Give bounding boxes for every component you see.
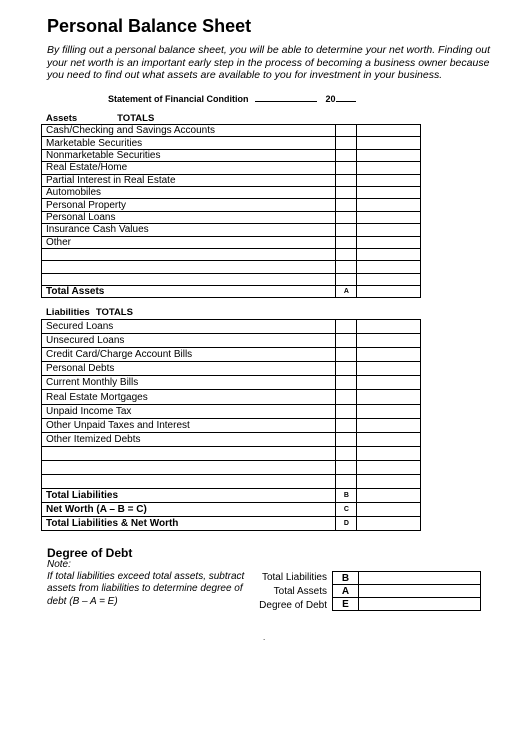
asset-code-cell	[336, 211, 357, 223]
asset-value-input[interactable]	[357, 186, 421, 198]
liabilities-heading	[46, 307, 133, 318]
liability-code-cell	[336, 432, 357, 446]
liability-total-input[interactable]	[357, 517, 421, 531]
liability-label: Unpaid Income Tax	[42, 404, 336, 418]
degree-heading: Degree of Debt	[47, 546, 133, 560]
intro-text: By filling out a personal balance sheet, you will be able to determine your net worth. Finding out your net worth is an important early step in the process of becoming a business owner because you need to find out what assets are available to you for investment in your business.	[47, 44, 491, 81]
asset-value-input[interactable]	[357, 211, 421, 223]
liability-value-input[interactable]	[357, 446, 421, 460]
asset-code-cell	[336, 261, 357, 273]
liability-code-cell	[336, 418, 357, 432]
liability-code-cell	[336, 376, 357, 390]
asset-label: Cash/Checking and Savings Accounts	[42, 125, 336, 137]
assets-totals-label: TOTALS	[117, 113, 155, 124]
table-row	[42, 224, 421, 236]
asset-value-input[interactable]	[357, 125, 421, 137]
liability-label	[42, 460, 336, 474]
note-label: Note:	[47, 559, 71, 570]
table-row	[42, 273, 421, 285]
asset-code-cell	[336, 236, 357, 248]
liability-label: Current Monthly Bills	[42, 376, 336, 390]
liability-value-input[interactable]	[357, 432, 421, 446]
total-assets-label: Total Assets	[42, 286, 336, 298]
degree-value-input[interactable]	[359, 598, 481, 611]
liability-value-input[interactable]	[357, 320, 421, 334]
degree-note	[47, 559, 247, 608]
degree-row-label: Total Assets	[273, 586, 327, 597]
asset-code-cell	[336, 273, 357, 285]
liability-label: Real Estate Mortgages	[42, 390, 336, 404]
degree-labels	[243, 571, 327, 613]
table-row	[42, 236, 421, 248]
liability-label: Other Unpaid Taxes and Interest	[42, 418, 336, 432]
table-row	[42, 460, 421, 474]
asset-label: Automobiles	[42, 186, 336, 198]
asset-label	[42, 261, 336, 273]
liability-code-cell	[336, 475, 357, 489]
asset-label: Insurance Cash Values	[42, 224, 336, 236]
liability-label: Secured Loans	[42, 320, 336, 334]
asset-label	[42, 248, 336, 260]
asset-code-cell	[336, 224, 357, 236]
degree-value-input[interactable]	[359, 572, 481, 585]
assets-heading	[46, 113, 154, 124]
asset-value-input[interactable]	[357, 236, 421, 248]
asset-value-input[interactable]	[357, 199, 421, 211]
liabilities-totals-label: TOTALS	[95, 307, 133, 318]
table-row	[42, 137, 421, 149]
table-row	[42, 174, 421, 186]
degree-row-label: Total Liabilities	[261, 572, 327, 583]
asset-code-cell	[336, 174, 357, 186]
liability-total-input[interactable]	[357, 489, 421, 503]
asset-value-input[interactable]	[357, 149, 421, 161]
liability-value-input[interactable]	[357, 348, 421, 362]
liability-value-input[interactable]	[357, 376, 421, 390]
asset-label: Real Estate/Home	[42, 162, 336, 174]
degree-row-label: Degree of Debt	[259, 600, 327, 611]
degree-row	[333, 598, 481, 611]
liability-label	[42, 475, 336, 489]
table-row	[42, 390, 421, 404]
degree-row	[333, 572, 481, 585]
liabilities-table	[41, 319, 421, 531]
degree-code: A	[333, 585, 359, 598]
liability-total-row	[42, 503, 421, 517]
year-blank[interactable]	[336, 92, 356, 102]
assets-heading-label: Assets	[46, 113, 78, 124]
liability-code-cell	[336, 460, 357, 474]
liability-code-cell	[336, 404, 357, 418]
asset-label: Marketable Securities	[42, 137, 336, 149]
liability-total-input[interactable]	[357, 503, 421, 517]
liability-total-label: Total Liabilities & Net Worth	[42, 517, 336, 531]
liability-value-input[interactable]	[357, 475, 421, 489]
asset-code-cell	[336, 186, 357, 198]
table-row	[42, 362, 421, 376]
degree-code: B	[333, 572, 359, 585]
asset-label: Nonmarketable Securities	[42, 149, 336, 161]
liability-value-input[interactable]	[357, 418, 421, 432]
liability-label: Unsecured Loans	[42, 334, 336, 348]
asset-value-input[interactable]	[357, 137, 421, 149]
asset-value-input[interactable]	[357, 174, 421, 186]
asset-label	[42, 273, 336, 285]
degree-value-input[interactable]	[359, 585, 481, 598]
page-title: Personal Balance Sheet	[47, 16, 252, 36]
liability-code-cell	[336, 320, 357, 334]
table-row	[42, 334, 421, 348]
asset-value-input[interactable]	[357, 224, 421, 236]
liability-code-cell	[336, 390, 357, 404]
asset-code-cell	[336, 149, 357, 161]
table-row	[42, 162, 421, 174]
liability-code-cell	[336, 348, 357, 362]
asset-value-input[interactable]	[357, 261, 421, 273]
table-row	[42, 186, 421, 198]
liabilities-heading-label: Liabilities	[46, 307, 90, 318]
liability-total-label: Total Liabilities	[42, 489, 336, 503]
liability-total-code: C	[336, 503, 357, 517]
asset-label: Personal Property	[42, 199, 336, 211]
table-row	[42, 376, 421, 390]
asset-code-cell	[336, 162, 357, 174]
liability-total-code: B	[336, 489, 357, 503]
asset-code-cell	[336, 199, 357, 211]
statement-line	[108, 92, 356, 104]
date-blank[interactable]	[255, 92, 317, 102]
table-row	[42, 348, 421, 362]
liability-label: Credit Card/Charge Account Bills	[42, 348, 336, 362]
degree-table	[332, 571, 481, 611]
degree-code: E	[333, 598, 359, 611]
liability-code-cell	[336, 334, 357, 348]
liability-value-input[interactable]	[357, 404, 421, 418]
total-assets-input[interactable]	[357, 286, 421, 298]
liability-total-code: D	[336, 517, 357, 531]
table-row	[42, 211, 421, 223]
liability-total-row	[42, 517, 421, 531]
total-assets-row	[42, 286, 421, 298]
asset-value-input[interactable]	[357, 273, 421, 285]
table-row	[42, 446, 421, 460]
liability-label	[42, 446, 336, 460]
liability-value-input[interactable]	[357, 334, 421, 348]
table-row	[42, 475, 421, 489]
asset-value-input[interactable]	[357, 248, 421, 260]
statement-label: Statement of Financial Condition	[108, 94, 249, 104]
note-text: If total liabilities exceed total assets, subtract assets from liabilities to determine degree of debt (B – A = E)	[47, 571, 245, 607]
table-row	[42, 418, 421, 432]
liability-value-input[interactable]	[357, 390, 421, 404]
table-row	[42, 432, 421, 446]
table-row	[42, 320, 421, 334]
liability-value-input[interactable]	[357, 362, 421, 376]
asset-code-cell	[336, 125, 357, 137]
liability-total-label: Net Worth (A – B = C)	[42, 503, 336, 517]
asset-label: Personal Loans	[42, 211, 336, 223]
liability-code-cell	[336, 446, 357, 460]
liability-total-row	[42, 489, 421, 503]
asset-value-input[interactable]	[357, 162, 421, 174]
table-row	[42, 149, 421, 161]
degree-row	[333, 585, 481, 598]
asset-label: Other	[42, 236, 336, 248]
liability-label: Other Itemized Debts	[42, 432, 336, 446]
liability-code-cell	[336, 362, 357, 376]
table-row	[42, 125, 421, 137]
assets-table	[41, 124, 421, 298]
year-prefix: 20	[325, 94, 336, 104]
table-row	[42, 261, 421, 273]
asset-code-cell	[336, 137, 357, 149]
liability-label: Personal Debts	[42, 362, 336, 376]
table-row	[42, 248, 421, 260]
total-assets-code: A	[336, 286, 357, 298]
footer-mark: .	[263, 633, 266, 642]
asset-label: Partial Interest in Real Estate	[42, 174, 336, 186]
liability-value-input[interactable]	[357, 460, 421, 474]
asset-code-cell	[336, 248, 357, 260]
table-row	[42, 404, 421, 418]
table-row	[42, 199, 421, 211]
